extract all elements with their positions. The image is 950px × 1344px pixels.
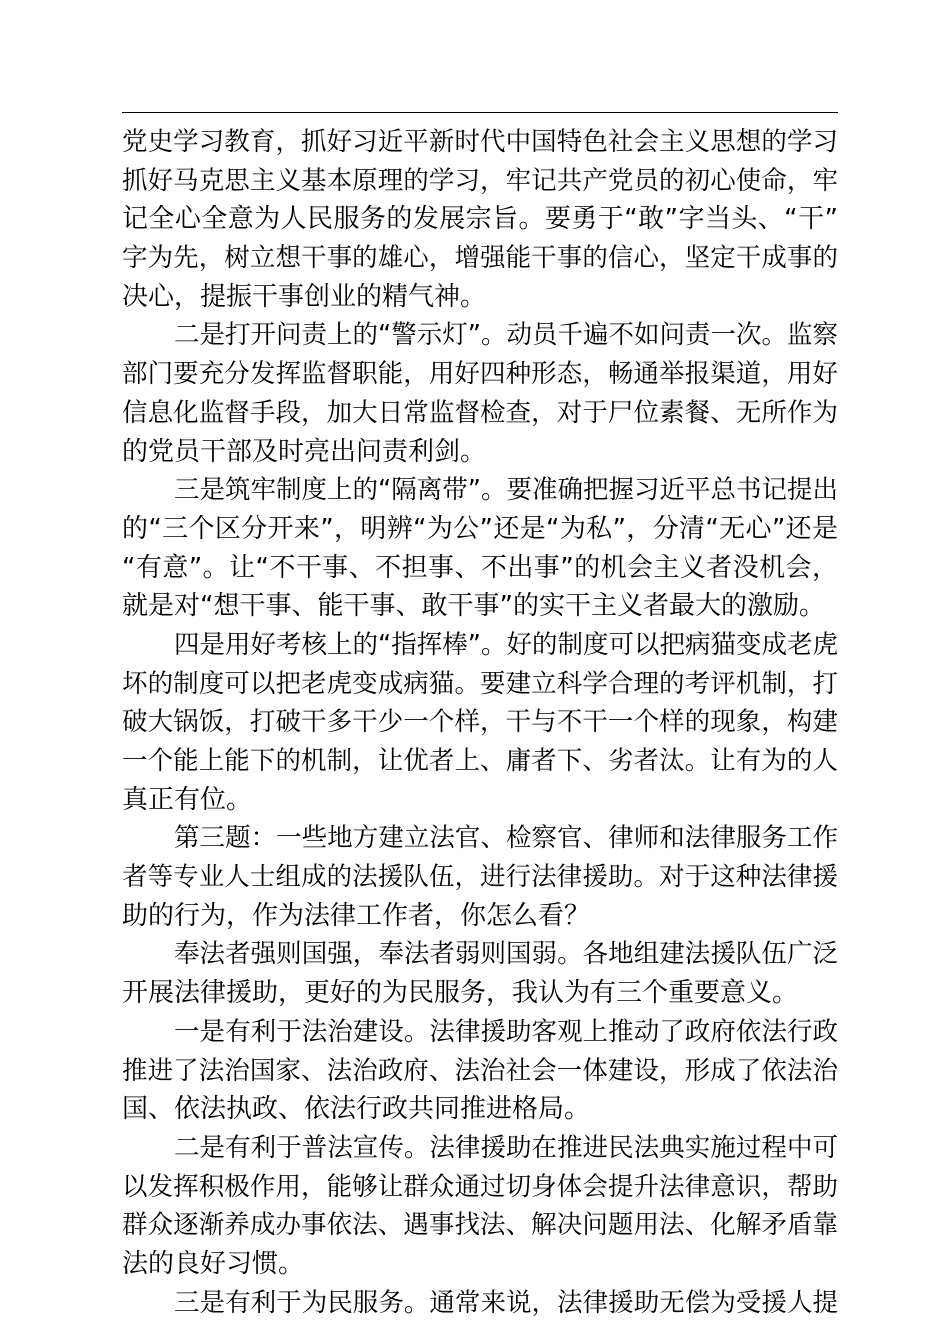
text-line: 信息化监督手段，加大日常监督检查，对于尸位素餐、无所作为 xyxy=(122,397,838,428)
paragraph-start-line: 第三题：一些地方建立法官、检察官、律师和法律服务工作 xyxy=(174,823,838,854)
body-text xyxy=(122,123,838,1322)
text-line: 助的行为，作为法律工作者，你怎么看？ xyxy=(122,900,591,931)
text-line: 推进了法治国家、法治政府、法治社会一体建设，形成了依法治 xyxy=(122,1055,838,1086)
text-line: “有意”。让“不干事、不担事、不出事”的机会主义者没机会， xyxy=(122,552,838,583)
header-rule xyxy=(122,112,838,113)
text-line: 的党员干部及时亮出问责利剑。 xyxy=(122,436,487,467)
text-line: 法的良好习惯。 xyxy=(122,1248,305,1279)
text-line: 群众逐渐养成办事依法、遇事找法、解决问题用法、化解矛盾靠 xyxy=(122,1210,838,1241)
text-line: 坏的制度可以把老虎变成病猫。要建立科学合理的考评机制，打 xyxy=(122,668,838,699)
paragraph-start-line: 三是筑牢制度上的“隔离带”。要准确把握习近平总书记提出 xyxy=(174,475,838,506)
text-line: 开展法律援助，更好的为民服务，我认为有三个重要意义。 xyxy=(122,978,799,1009)
paragraph-start-line: 三是有利于为民服务。通常来说，法律援助无偿为受援人提 xyxy=(174,1287,838,1318)
paragraph-start-line: 二是有利于普法宣传。法律援助在推进民法典实施过程中可 xyxy=(174,1132,838,1163)
text-line: 以发挥积极作用，能够让群众通过切身体会提升法律意识，帮助 xyxy=(122,1171,838,1202)
text-line: 者等专业人士组成的法援队伍，进行法律援助。对于这种法律援 xyxy=(122,862,838,893)
paragraph-start-line: 奉法者强则国强，奉法者弱则国弱。各地组建法援队伍广泛 xyxy=(174,939,838,970)
text-line: 决心，提振干事创业的精气神。 xyxy=(122,281,487,312)
text-line: 破大锅饭，打破干多干少一个样，干与不干一个样的现象，构建 xyxy=(122,707,838,738)
paragraph-start-line: 一是有利于法治建设。法律援助客观上推动了政府依法行政 xyxy=(174,1016,838,1047)
text-line: 真正有位。 xyxy=(122,784,253,815)
text-line: 党史学习教育，抓好习近平新时代中国特色社会主义思想的学习 xyxy=(122,127,838,157)
text-line: 就是对“想干事、能干事、敢干事”的实干主义者最大的激励。 xyxy=(122,591,825,622)
text-line: 部门要充分发挥监督职能，用好四种形态，畅通举报渠道，用好 xyxy=(122,359,838,390)
text-line: 的“三个区分开来”，明辨“为公”还是“为私”，分清“无心”还是 xyxy=(122,513,838,544)
text-line: 一个能上能下的机制，让优者上、庸者下、劣者汰。让有为的人 xyxy=(122,746,838,776)
paragraph-start-line: 四是用好考核上的“指挥棒”。好的制度可以把病猫变成老虎 xyxy=(174,629,838,660)
text-line: 记全心全意为人民服务的发展宗旨。要勇于“敢”字当头、“干” xyxy=(122,204,838,235)
paragraph-start-line: 二是打开问责上的“警示灯”。动员千遍不如问责一次。监察 xyxy=(174,320,838,351)
text-line: 字为先，树立想干事的雄心，增强能干事的信心，坚定干成事的 xyxy=(122,243,838,274)
text-line: 国、依法执政、依法行政共同推进格局。 xyxy=(122,1094,591,1125)
text-line: 抓好马克思主义基本原理的学习，牢记共产党员的初心使命，牢 xyxy=(122,165,838,196)
